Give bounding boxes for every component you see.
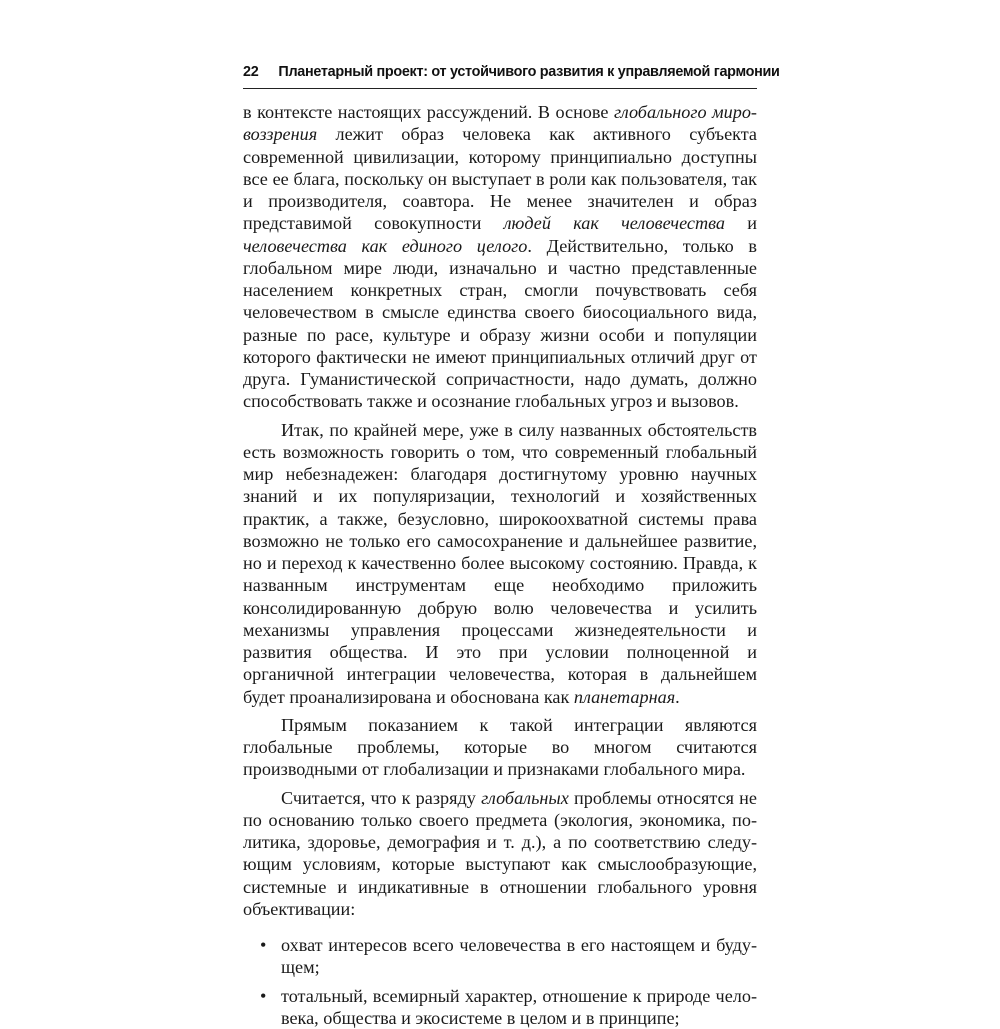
paragraph-1-text-1: в контексте настоящих рассуждений. В основе (243, 102, 614, 122)
bullet-item (243, 985, 757, 1029)
paragraph-2-italic-1: планетарная (574, 687, 675, 707)
bullet-item (243, 934, 757, 979)
paragraph-4 (243, 787, 757, 921)
paragraph-4-italic-1: глобальных (481, 788, 569, 808)
paragraph-2 (243, 419, 757, 708)
paragraph-1-italic-3: человечества как единого целого (243, 236, 527, 256)
paragraph-1-text-3: и (725, 213, 757, 233)
header-rule (243, 88, 757, 89)
paragraph-4-text-2: проблемы относятся не по основанию только своего предмета (экология, экономика, политика, здоровье, демография и т. д.), а по соответствию следующим условиям, которые выступают как смыслообразующие, системные и индикативные в отношении глобального уровня объективации: (243, 788, 757, 919)
bullet-item-text: охват интересов всего человечества в его настоящем и будущем; (281, 935, 757, 977)
body-text (243, 101, 757, 1029)
paragraph-1-italic-1: глобального мировоззрения (243, 102, 757, 144)
paragraph-1-text-4: . Действительно, только в глобальном мире люди, изначально и частно представленные населением конкретных стран, смогли почувствовать себя человечеством в смысле единства своего биосоциального вида, разные по расе, культуре и образу жизни особи и популяции которого фактически не имеют принципиальных отличий друг от друга. Гуманистической сопричастности, надо думать, должно способствовать также и осознание глобальных угроз и вызовов. (243, 236, 757, 412)
paragraph-3-text-1: Прямым показанием к такой интеграции являются глобальные проблемы, которые во многом считаются производными от глобализации и признаками глобального мира. (243, 715, 757, 780)
page-number: 22 (243, 64, 258, 80)
paragraph-1 (243, 101, 757, 413)
bullet-item-text: тотальный, всемирный характер, отношение к природе человека, общества и экосистеме в целом и в принципе; (281, 986, 757, 1028)
bullet-marker: • (260, 985, 266, 1007)
running-header (243, 64, 757, 80)
paragraph-1-text-2: лежит образ человека как активного субъекта современной цивилизации, которому принципиально доступны все ее блага, поскольку он выступает в роли как пользователя, так и производителя, соавтора. Не менее значителен и образ представимой совокупности (243, 124, 757, 233)
paragraph-2-text-1: Итак, по крайней мере, уже в силу названных обстоятельств есть возможность говорить о том, что современный глобальный мир небезнадежен: благодаря достигнутому уровню научных знаний и их популяризации, технологий и хозяйственных практик, а также, безусловно, широкоохватной системы права возможно не только его самосохранение и дальнейшее развитие, но и переход к качественно более высокому состоянию. Правда, к названным инструментам еще необходимо приложить консолидированную добрую волю человечества и усилить механизмы управления процессами жизнедеятельности и развития общества. И это при условии полноценной и органичной интеграции человечества, которая в дальнейшем будет проанализирована и обоснована как (243, 420, 757, 707)
running-title: Планетарный проект: от устойчивого развития к управляемой гармонии (278, 64, 779, 80)
paragraph-3 (243, 714, 757, 781)
paragraph-4-text-1: Считается, что к разряду (281, 788, 481, 808)
bullet-marker: • (260, 934, 266, 956)
paragraph-2-text-2: . (675, 687, 680, 707)
paragraph-1-italic-2: людей как человечества (504, 213, 725, 233)
book-page (243, 0, 757, 1000)
bullet-list (243, 934, 757, 1029)
